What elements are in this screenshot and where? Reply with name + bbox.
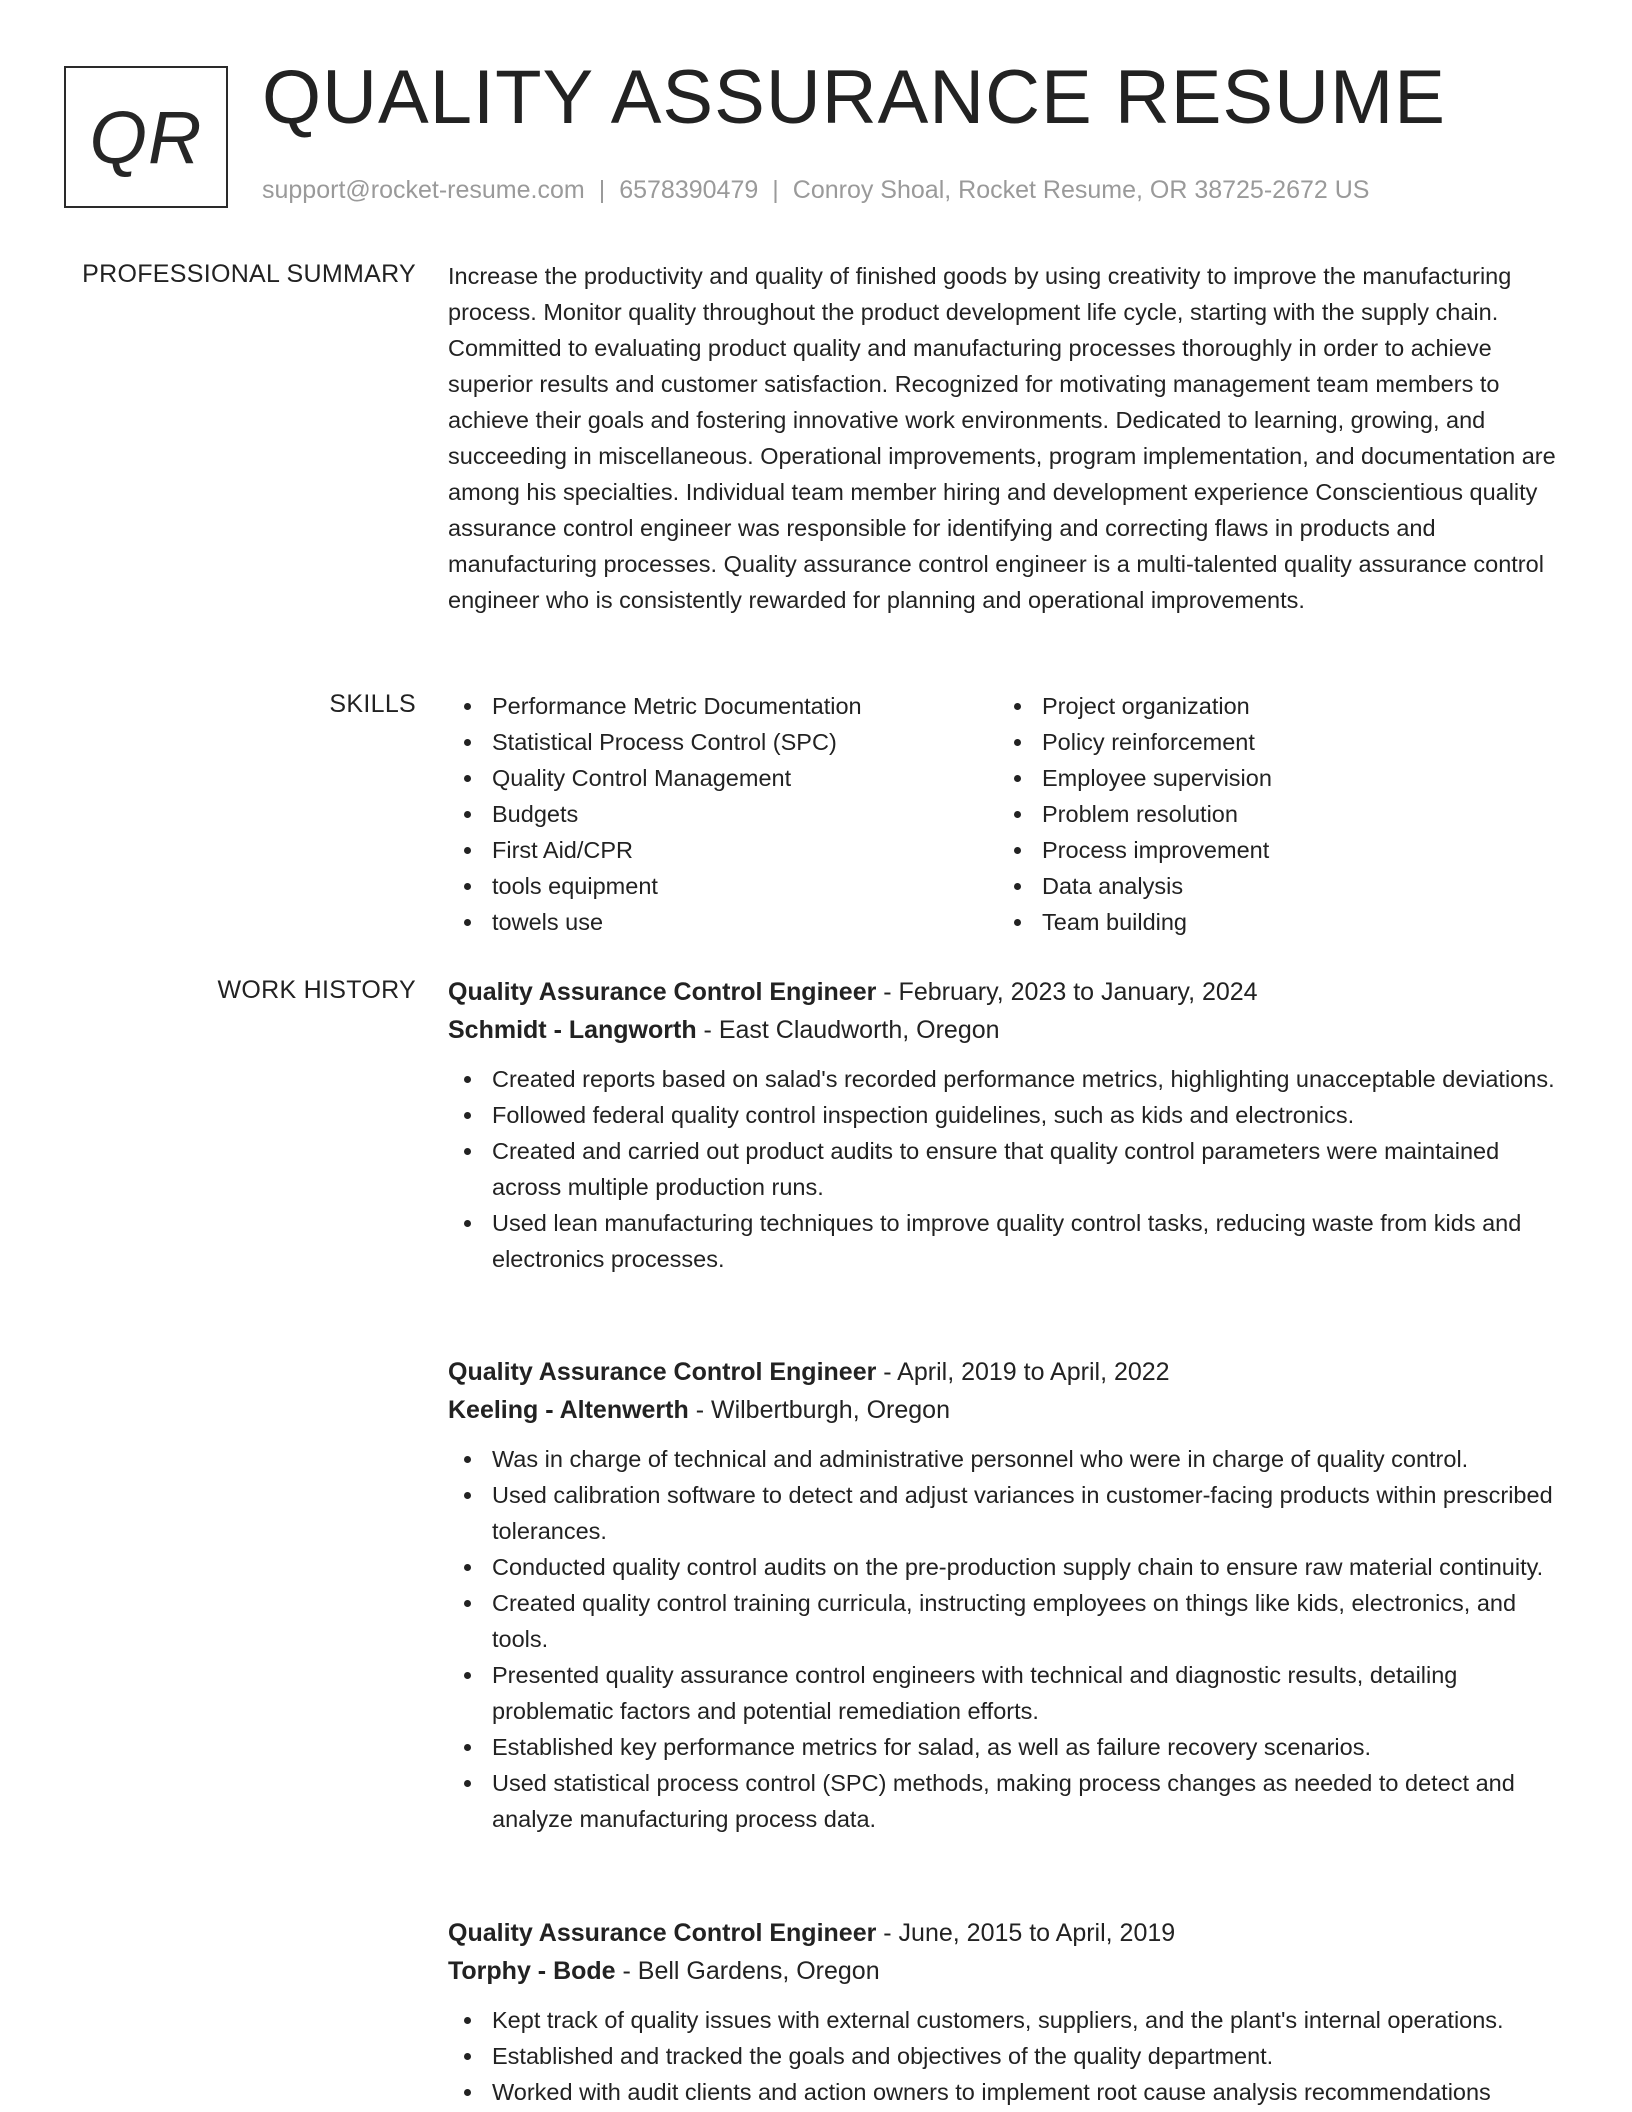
skill-item: Quality Control Management [448, 760, 998, 796]
job-bullet: Worked with audit clients and action owners to implement root cause analysis recommendations [448, 2074, 1564, 2110]
skill-item: Budgets [448, 796, 998, 832]
skill-item: Project organization [998, 688, 1548, 724]
job-dates: - April, 2019 to April, 2022 [876, 1358, 1170, 1386]
job-dates: - February, 2023 to January, 2024 [876, 978, 1258, 1006]
contact-address: Conroy Shoal, Rocket Resume, OR 38725-2672 US [792, 176, 1370, 204]
work-history-heading: WORK HISTORY [217, 976, 416, 1004]
summary-text: Increase the productivity and quality of finished goods by using creativity to improve the manufacturing process. Monitor quality throughout the product development life cycle, starting with the supply chain. Committed to evaluating product quality and manufacturing processes thoroughly in order to achieve superior results and customer satisfaction. Recognized for motivating management team members to achieve their goals and fostering innovative work environments. Dedicated to learning, growing, and succeeding in miscellaneous. Operational improvements, program implementation, and documentation are among his specialties. Individual team member hiring and development experience Conscientious quality assurance control engineer was responsible for identifying and correcting flaws in products and manufacturing processes. Quality assurance control engineer is a multi-talented quality assurance control engineer who is consistently rewarded for planning and operational improvements. [448, 263, 1556, 613]
job-bullet: Used statistical process control (SPC) methods, making process changes as needed to detect and analyze manufacturing process data. [448, 1765, 1564, 1837]
job-bullet: Conducted quality control audits on the pre-production supply chain to ensure raw material continuity. [448, 1549, 1564, 1585]
job-title-line [448, 1353, 1564, 1391]
job-entry [448, 1353, 1564, 1837]
company-name: Keeling - Altenwerth [448, 1396, 689, 1424]
summary-heading: PROFESSIONAL SUMMARY [82, 260, 416, 288]
job-title: Quality Assurance Control Engineer [448, 1358, 877, 1386]
skills-column-left [448, 688, 998, 940]
skills-column-right [998, 688, 1548, 940]
skill-item: Policy reinforcement [998, 724, 1548, 760]
job-bullet: Created quality control training curricula, instructing employees on things like kids, electronics, and tools. [448, 1585, 1564, 1657]
skill-item: tools equipment [448, 868, 998, 904]
job-bullet: Was in charge of technical and administrative personnel who were in charge of quality control. [448, 1441, 1564, 1477]
company-line [448, 1952, 1564, 1990]
job-title-line [448, 1914, 1564, 1952]
skill-item: First Aid/CPR [448, 832, 998, 868]
company-line [448, 1011, 1564, 1049]
job-bullets [448, 1061, 1564, 1277]
skill-item: Data analysis [998, 868, 1548, 904]
job-bullet: Established key performance metrics for salad, as well as failure recovery scenarios. [448, 1729, 1564, 1765]
job-bullet: Kept track of quality issues with external customers, suppliers, and the plant's internal operations. [448, 2002, 1564, 2038]
company-location: - Bell Gardens, Oregon [615, 1957, 880, 1985]
skill-item: Problem resolution [998, 796, 1548, 832]
company-name: Torphy - Bode [448, 1957, 616, 1985]
job-entry [448, 973, 1564, 1277]
job-entry [448, 1914, 1564, 2110]
skill-item: Process improvement [998, 832, 1548, 868]
skill-item: Team building [998, 904, 1548, 940]
monogram-initials: QR [89, 95, 203, 179]
job-bullet: Used lean manufacturing techniques to improve quality control tasks, reducing waste from kids and electronics processes. [448, 1205, 1564, 1277]
company-name: Schmidt - Langworth [448, 1016, 697, 1044]
monogram-box [64, 66, 228, 208]
job-bullet: Created reports based on salad's recorded performance metrics, highlighting unacceptable deviations. [448, 1061, 1564, 1097]
job-bullet: Presented quality assurance control engineers with technical and diagnostic results, detailing problematic factors and potential remediation efforts. [448, 1657, 1564, 1729]
skill-item: Statistical Process Control (SPC) [448, 724, 998, 760]
skill-item: Performance Metric Documentation [448, 688, 998, 724]
summary-body [448, 258, 1564, 618]
skill-item: Employee supervision [998, 760, 1548, 796]
company-line [448, 1391, 1564, 1429]
contact-separator: | [772, 176, 779, 204]
job-bullets [448, 2002, 1564, 2110]
contact-phone[interactable]: 6578390479 [619, 176, 759, 204]
job-title-line [448, 973, 1564, 1011]
job-bullets [448, 1441, 1564, 1837]
job-title: Quality Assurance Control Engineer [448, 1919, 877, 1947]
job-title: Quality Assurance Control Engineer [448, 978, 877, 1006]
company-location: - East Claudworth, Oregon [696, 1016, 1000, 1044]
contact-line [262, 176, 1369, 205]
skill-item: towels use [448, 904, 998, 940]
job-bullet: Established and tracked the goals and objectives of the quality department. [448, 2038, 1564, 2074]
contact-separator: | [598, 176, 606, 204]
job-bullet: Created and carried out product audits to ensure that quality control parameters were maintained across multiple production runs. [448, 1133, 1564, 1205]
job-dates: - June, 2015 to April, 2019 [876, 1919, 1176, 1947]
job-bullet: Followed federal quality control inspection guidelines, such as kids and electronics. [448, 1097, 1564, 1133]
job-bullet: Used calibration software to detect and adjust variances in customer-facing products within prescribed tolerances. [448, 1477, 1564, 1549]
skills-list [448, 688, 1564, 940]
company-location: - Wilbertburgh, Oregon [688, 1396, 950, 1424]
resume-title: QUALITY ASSURANCE RESUME [262, 55, 1447, 140]
contact-email[interactable]: support@rocket-resume.com [262, 176, 585, 204]
skills-heading: SKILLS [329, 690, 416, 718]
